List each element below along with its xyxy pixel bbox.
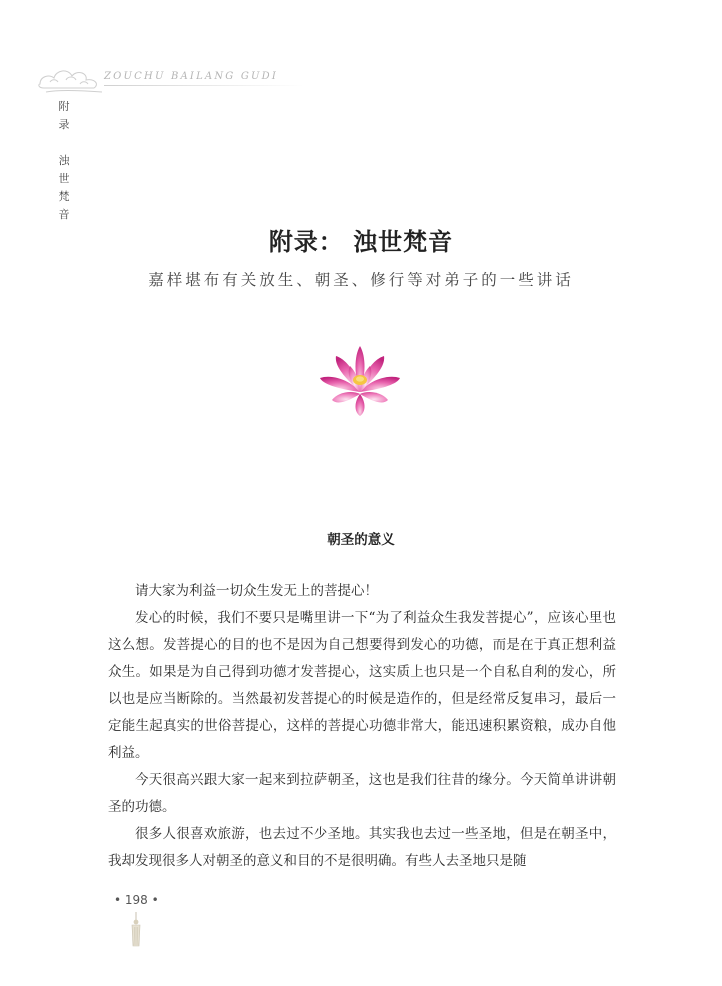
page-subtitle: 嘉样堪布有关放生、朝圣、修行等对弟子的一些讲话 xyxy=(148,271,574,289)
paragraph: 发心的时候，我们不要只是嘴里讲一下“为了利益众生我发菩提心”，应该心里也这么想。发菩提心的目的也不是因为自己想要得到发心的功德，而是在于真正想利益众生。如果是为自己得到功德才发菩提心，这实质上也只是一个自私自利的发心，所以也是应当断除的。当然最初发菩提心的时候是造作的，但是经常反复串习，最后一定能生起真实的世俗菩提心，这样的菩提心功德非常大，能迅速积累资粮，成办自他利益。 xyxy=(108,610,616,761)
lotus-flower-icon xyxy=(316,342,404,418)
side-label-char: 世 xyxy=(58,172,70,185)
cloud-ornament-icon xyxy=(36,62,106,96)
side-label-char: 附 xyxy=(58,100,70,113)
side-label-char: 音 xyxy=(58,208,70,221)
side-label-char: 录 xyxy=(58,118,70,131)
paragraph: 很多人很喜欢旅游，也去过不少圣地。其实我也去过一些圣地，但是在朝圣中，我却发现很多人对朝圣的意义和目的不是很明确。有些人去圣地只是随 xyxy=(108,826,616,869)
section-heading: 朝圣的意义 xyxy=(327,532,395,548)
side-chapter-label xyxy=(57,98,71,224)
paragraph: 今天很高兴跟大家一起来到拉萨朝圣，这也是我们往昔的缘分。今天简单讲讲朝圣的功德。 xyxy=(108,772,616,815)
side-label-char: 梵 xyxy=(58,190,70,203)
running-header-title: ZOUCHU BAILANG GUDI xyxy=(104,71,279,82)
tassel-icon xyxy=(128,912,144,948)
paragraph: 请大家为利益一切众生发无上的菩提心！ xyxy=(135,583,378,599)
body-text xyxy=(108,578,616,875)
page-title: 附录： 浊世梵音 xyxy=(268,227,454,256)
side-label-char: 浊 xyxy=(58,154,70,167)
page-number: • 198 • xyxy=(114,893,159,907)
header-divider xyxy=(104,85,304,86)
